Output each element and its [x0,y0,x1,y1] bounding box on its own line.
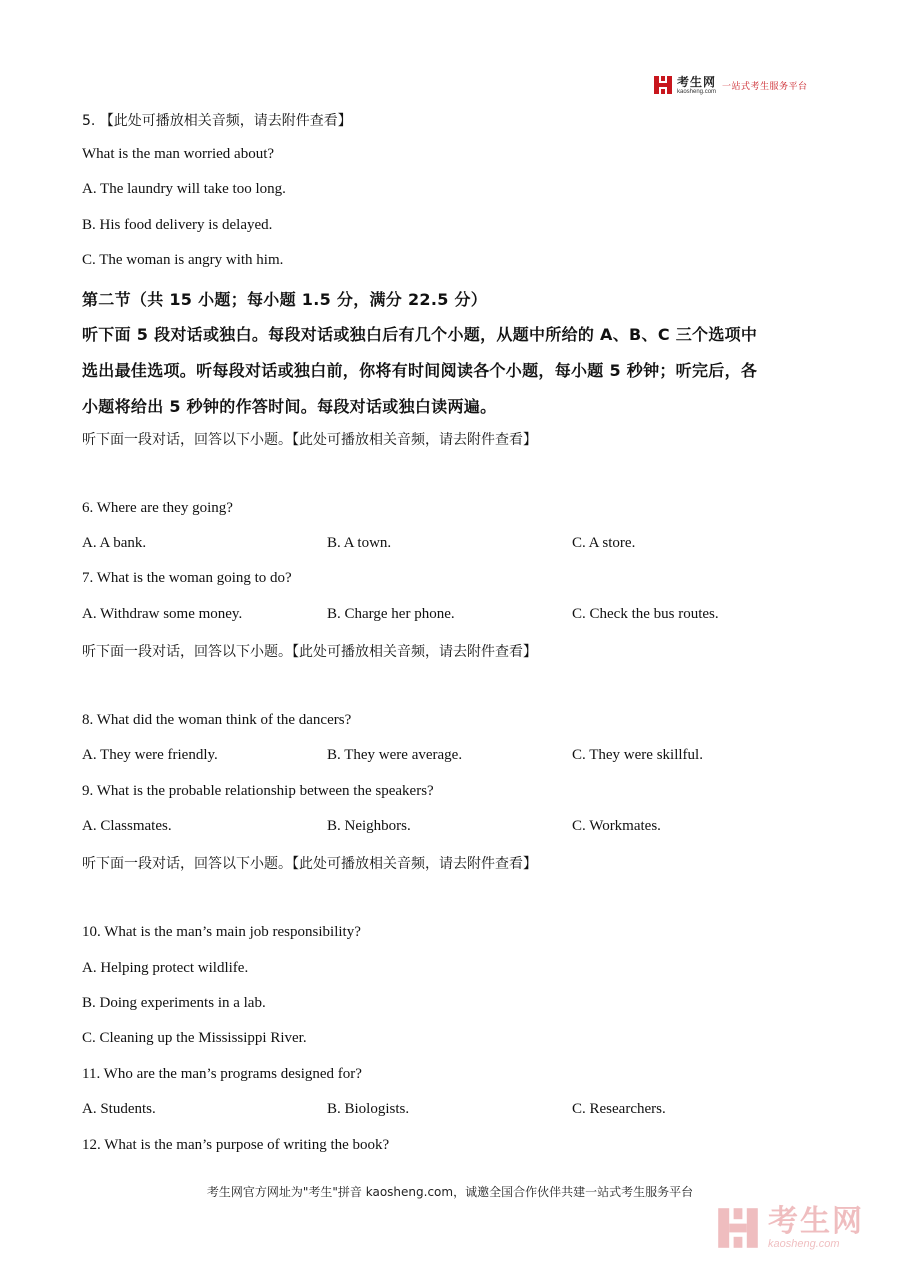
q11-question: 11. Who are the man’s programs designed for? [82,1066,362,1082]
q5-question: What is the man worried about? [82,146,275,162]
q9-option-c: C. Workmates. [572,818,661,834]
q8-option-b: B. They were average. [327,747,463,763]
watermark-logo-icon [716,1206,760,1250]
logo-slogan: 一站式考生服务平台 [722,81,808,92]
header-logo [653,74,808,96]
kaosheng-logo-icon [653,75,673,95]
q5-audio-prompt: 5. 【此处可播放相关音频，请去附件查看】 [82,113,352,129]
q8-question: 8. What did the woman think of the dancers? [82,712,352,728]
q10-question: 10. What is the man’s main job responsibility? [82,924,361,940]
q9-option-b: B. Neighbors. [327,818,411,834]
q12-question: 12. What is the man’s purpose of writing the book? [82,1137,390,1153]
logo-url: kaosheng.com [677,88,717,95]
q7-question: 7. What is the woman going to do? [82,570,292,586]
q11-option-a: A. Students. [82,1101,156,1117]
q6-option-b: B. A town. [327,535,392,551]
q9-option-a: A. Classmates. [82,818,172,834]
q6-question: 6. Where are they going? [82,500,233,516]
section2-instruction-3: 小题将给出 5 秒钟的作答时间。每段对话或独白读两遍。 [82,397,497,416]
q6-option-a: A. A bank. [82,535,147,551]
footer-text: 考生网官方网址为"考生"拼音 kaosheng.com，诚邀全国合作伙伴共建一站式考生服务平台 [206,1185,694,1199]
q8-option-a: A. They were friendly. [82,747,218,763]
q10-option-a: A. Helping protect wildlife. [82,960,249,976]
q7-option-a: A. Withdraw some money. [82,606,243,622]
q5-option-a: A. The laundry will take too long. [82,181,286,197]
watermark [716,1203,864,1250]
q5-option-b: B. His food delivery is delayed. [82,217,273,233]
q6-option-c: C. A store. [572,535,636,551]
q10-option-c: C. Cleaning up the Mississippi River. [82,1030,307,1046]
q7-option-c: C. Check the bus routes. [572,606,719,622]
section2-title: 第二节（共 15 小题；每小题 1.5 分，满分 22.5 分） [82,290,488,309]
section2-instruction-2: 选出最佳选项。听每段对话或独白前，你将有时间阅读各个小题，每小题 5 秒钟；听完后，各 [82,361,758,380]
section2-instruction-1: 听下面 5 段对话或独白。每段对话或独白后有几个小题，从题中所给的 A、B、C 三个选项中 [82,325,758,344]
dialog-intro-2: 听下面一段对话，回答以下小题。【此处可播放相关音频，请去附件查看】 [82,644,537,660]
q11-option-b: B. Biologists. [327,1101,410,1117]
q8-option-c: C. They were skillful. [572,747,703,763]
q9-question: 9. What is the probable relationship between the speakers? [82,783,434,799]
watermark-url: kaosheng.com [768,1237,840,1250]
watermark-name: 考生网 [768,1203,864,1239]
q11-option-c: C. Researchers. [572,1101,666,1117]
dialog-intro-1: 听下面一段对话，回答以下小题。【此处可播放相关音频，请去附件查看】 [82,432,537,448]
q7-option-b: B. Charge her phone. [327,606,455,622]
logo-name: 考生网 [677,74,717,89]
q10-option-b: B. Doing experiments in a lab. [82,995,266,1011]
dialog-intro-3: 听下面一段对话，回答以下小题。【此处可播放相关音频，请去附件查看】 [82,856,537,872]
q5-option-c: C. The woman is angry with him. [82,252,284,268]
